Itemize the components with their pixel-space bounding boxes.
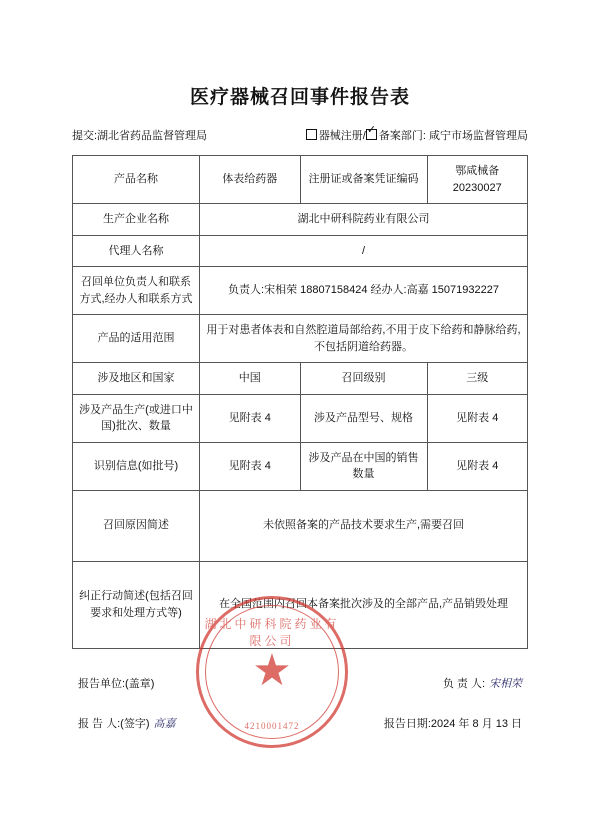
reporter-field — [78, 715, 176, 731]
table-row — [73, 315, 528, 363]
row-label-contact: 召回单位负责人和联系方式,经办人和联系方式 — [73, 267, 200, 315]
page-title: 医疗器械召回事件报告表 — [189, 87, 410, 108]
star-icon: ★ — [252, 646, 292, 696]
registration-checkbox[interactable] — [306, 129, 317, 140]
row-value-scope: 用于对患者体表和自然腔道局部给药,不用于皮下给药和静脉给药,不包括阴道给药器。 — [200, 315, 528, 363]
table-row — [73, 394, 528, 442]
table-row — [73, 267, 528, 315]
row-value-product-name: 体表给药器 — [200, 156, 301, 204]
row-label-recall-reason: 召回原因简述 — [73, 490, 200, 561]
table-row — [73, 363, 528, 395]
row-label-recall-level: 召回级别 — [300, 363, 427, 395]
principal-signature: 宋相荣 — [489, 677, 522, 690]
row-label-corrective-action: 纠正行动简述(包括召回要求和处理方式等) — [73, 561, 200, 648]
table-row — [73, 235, 528, 267]
row-value-agent: / — [200, 235, 528, 267]
row-value-regions: 中国 — [200, 363, 301, 395]
table-row — [73, 204, 528, 236]
document-subheader — [0, 109, 600, 143]
registration-label: 器械注册/ — [318, 130, 366, 142]
row-label-manufacturer: 生产企业名称 — [73, 204, 200, 236]
row-value-models: 见附表 4 — [427, 394, 528, 442]
row-value-identification: 见附表 4 — [200, 442, 301, 490]
principal-field — [443, 675, 522, 691]
row-value-batches: 见附表 4 — [200, 394, 301, 442]
table-row — [73, 561, 528, 648]
document-footer — [72, 646, 528, 755]
row-value-cert-code: 鄂咸械备 20230027 — [427, 156, 528, 204]
table-row — [73, 490, 528, 561]
row-value-contact: 负责人:宋相荣 18807158424 经办人:高嘉 15071932227 — [200, 267, 528, 315]
row-label-scope: 产品的适用范围 — [73, 315, 200, 363]
report-date-label: 报告日期: — [383, 717, 431, 730]
submit-authority: 提交:湖北省药品监督管理局 — [72, 130, 208, 142]
row-value-manufacturer: 湖北中研科院药业有限公司 — [200, 204, 528, 236]
row-label-cert-code: 注册证或备案凭证编码 — [300, 156, 427, 204]
row-value-recall-reason: 未依照备案的产品技术要求生产,需要召回 — [200, 490, 528, 561]
row-label-batches: 涉及产品生产(或进口中国)批次、数量 — [73, 394, 200, 442]
table-row — [73, 156, 528, 204]
row-value-recall-level: 三级 — [427, 363, 528, 395]
report-unit-label: 报告单位:(盖章) — [78, 677, 155, 690]
row-label-identification: 识别信息(如批号) — [73, 442, 200, 490]
reporter-signature: 高嘉 — [153, 717, 176, 730]
report-date-field — [384, 715, 522, 731]
row-label-agent: 代理人名称 — [73, 235, 200, 267]
row-label-models: 涉及产品型号、规格 — [300, 394, 427, 442]
footer-row-two — [72, 715, 528, 755]
department-line — [306, 127, 528, 143]
filing-checkbox[interactable] — [366, 129, 377, 140]
seal-top-text: 湖北中研科院药业有限公司 — [204, 617, 340, 648]
recall-report-table — [72, 155, 528, 649]
footer-row-one — [72, 675, 528, 715]
seal-bottom-text: 4210001472 — [244, 721, 300, 731]
principal-label: 负 责 人: — [442, 677, 485, 690]
row-label-regions: 涉及地区和国家 — [73, 363, 200, 395]
row-value-corrective-action: 在全国范围内召回本备案批次涉及的全部产品,产品销毁处理 — [200, 561, 528, 648]
reporter-label: 报 告 人:(签字) — [78, 717, 150, 730]
report-date-value: 2024 年 8 月 13 日 — [430, 717, 522, 730]
filing-label: 备案部门: 咸宁市场监督管理局 — [378, 130, 528, 142]
row-label-product-name: 产品名称 — [73, 156, 200, 204]
row-value-sales-qty: 见附表 4 — [427, 442, 528, 490]
table-row — [73, 442, 528, 490]
row-label-sales-qty: 涉及产品在中国的销售数量 — [300, 442, 427, 490]
